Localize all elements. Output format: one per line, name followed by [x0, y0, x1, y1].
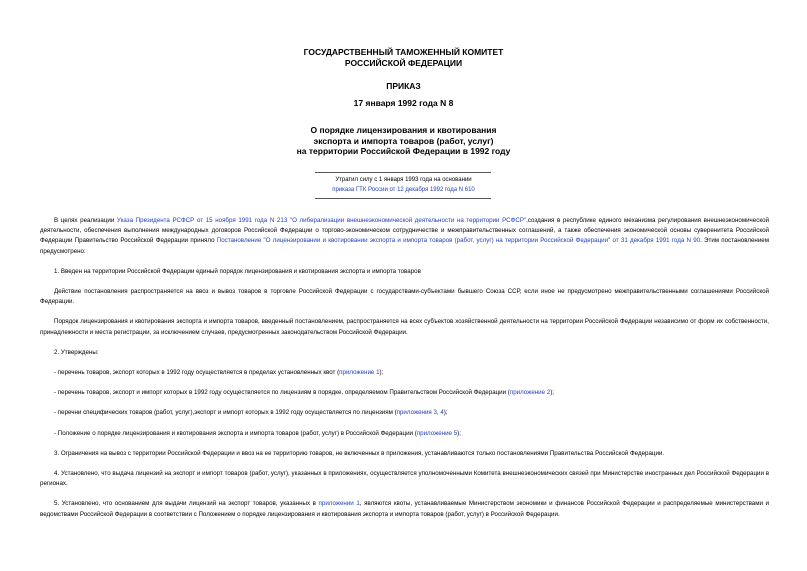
title-line-1: О порядке лицензирования и квотирования [310, 125, 497, 135]
paragraph-intro [40, 216, 769, 257]
paragraph-5 [40, 499, 769, 519]
appendix-1-link[interactable]: приложение 1 [339, 369, 380, 377]
title-line-2: экспорта и импорта товаров (работ, услуг) [313, 135, 494, 146]
paragraph-scope: Действие постановления распространяется на ввоз и вывоз товаров в торговле Российской Федерации с государствами-субъектами бывшего Союза ССР, если иное не предусмотрено межправительственными соглашениями Российской Федерации. [40, 288, 769, 306]
issuing-agency [0, 47, 807, 68]
agency-line-1: ГОСУДАРСТВЕННЫЙ ТАМОЖЕННЫЙ КОМИТЕТ [303, 47, 504, 57]
decree-link[interactable]: Указа Президента РСФСР от 15 ноября 1991 года N 213 "О либерализации внешнеэкономической деятельности на территории РСФСР", [116, 217, 528, 224]
p5-text-b: , являются квоты, устанавливаемые Министерством экономики и финансов Российской Федерации и распределяемые министерствами и ведомствами Российской Федерации в соответствии с Положением о порядке лицензирования и квотирования экспорта и импорта товаров (работ, услуг) в Российской Федерации. [40, 500, 769, 518]
list-text: - перечни специфических товаров (работ, услуг),экспорт и импорт которых в 1992 году осуществляется по лицензиям ( [54, 409, 397, 417]
intro-text-a: В целях реализации [54, 217, 117, 224]
list-item-regulation [40, 429, 769, 439]
paragraph-order: Порядок лицензирования и квотирования экспорта и импорта товаров, введенный постановлением, распространяется на всех субъектов хозяйственной деятельности на территории Российской Федерации независимо от форм их собственности, принадлежности и места регистрации, за исключением случаев, предусмотренных законодательством Российской Федерации. [40, 318, 769, 336]
list-item-specific [40, 408, 769, 418]
list-item-license [40, 388, 769, 398]
title-line-3: на территории Российской Федерации в 1992 году [296, 146, 511, 156]
appendix-5-link[interactable]: приложение 5 [416, 429, 458, 437]
paragraph-4: 4. Установлено, что выдача лицензий на экспорт и импорт товаров (работ, услуг), указанных в приложениях, осуществляется уполномоченными Комитета внешнеэкономических связей при Министерстве иностранных дел Российской Федерации в регионах. [40, 470, 769, 488]
note-divider-top [315, 172, 491, 173]
paragraph-1: 1. Введен на территории Российской Федерации единый порядок лицензирования и квотирования экспорта и импорта товаров [54, 267, 421, 275]
document-type: ПРИКАЗ [386, 81, 421, 91]
status-note [0, 176, 807, 195]
repeal-order-link[interactable]: приказа ГТК России от 12 декабря 1992 года N 610 [332, 186, 475, 193]
resolution-link[interactable]: Постановление "О лицензировании и квотировании экспорта и импорта товаров (работ, услуг) на территории Российской Федерации" от 31 декабря 1991 года N 90 [216, 237, 701, 245]
intro-text-c: . Этим постановлением предусмотрено: [40, 237, 769, 255]
agency-line-2: РОССИЙСКОЙ ФЕДЕРАЦИИ [344, 57, 463, 68]
paragraph-3: 3. Ограничения на вывоз с территории Российской Федерации и ввоз на ее территорию товаров, не включенных в приложения, устанавливаются только постановлениями Правительства Российской Федерации. [54, 449, 665, 457]
appendix-2-link[interactable]: приложение 2 [509, 389, 551, 397]
document-body [40, 216, 769, 520]
p5-text-a: 5. Установлено, что основанием для выдачи лицензий на экспорт товаров, указанных в [54, 500, 319, 508]
appendix-3-4-link[interactable]: приложения 3, 4 [396, 409, 444, 417]
document-date-number: 17 января 1992 года N 8 [353, 98, 454, 108]
document-title [0, 125, 807, 157]
list-item-quota [40, 368, 769, 378]
intro-text-b: создания в республике единого механизма регулирования внешнеэкономической деятельности, обеспечения выполнения международных договоров Российской Федерации о торгово-экономическом сотрудничестве и межправительственных соглашений, а также обеспечения экономической основы суверенитета Российской Федерации Правительство Российской Федерации приняло [40, 217, 769, 245]
list-text: - перечень товаров, экспорт и импорт которых в 1992 году осуществляется по лицензиям в порядке, определяемом Правительством Российской Федерации ( [54, 389, 510, 397]
status-note-text: Утратил силу с 1 января 1993 года на основании [335, 177, 472, 183]
list-text: - Положение о порядке лицензирования и квотирования экспорта и импорта товаров (работ, услуг) в Российской Федерации ( [54, 429, 417, 437]
list-text-end: ); [550, 389, 555, 397]
note-divider-bottom [315, 198, 491, 199]
list-text-end: ); [443, 409, 448, 417]
list-text: - перечень товаров, экспорт которых в 1992 году осуществляется в пределах установленных квот ( [54, 369, 340, 377]
list-text-end: ); [379, 369, 384, 377]
list-text-end: ); [457, 429, 461, 437]
paragraph-2: 2. Утверждены: [54, 348, 99, 356]
appendix-1-link-2[interactable]: приложении 1 [318, 500, 360, 508]
